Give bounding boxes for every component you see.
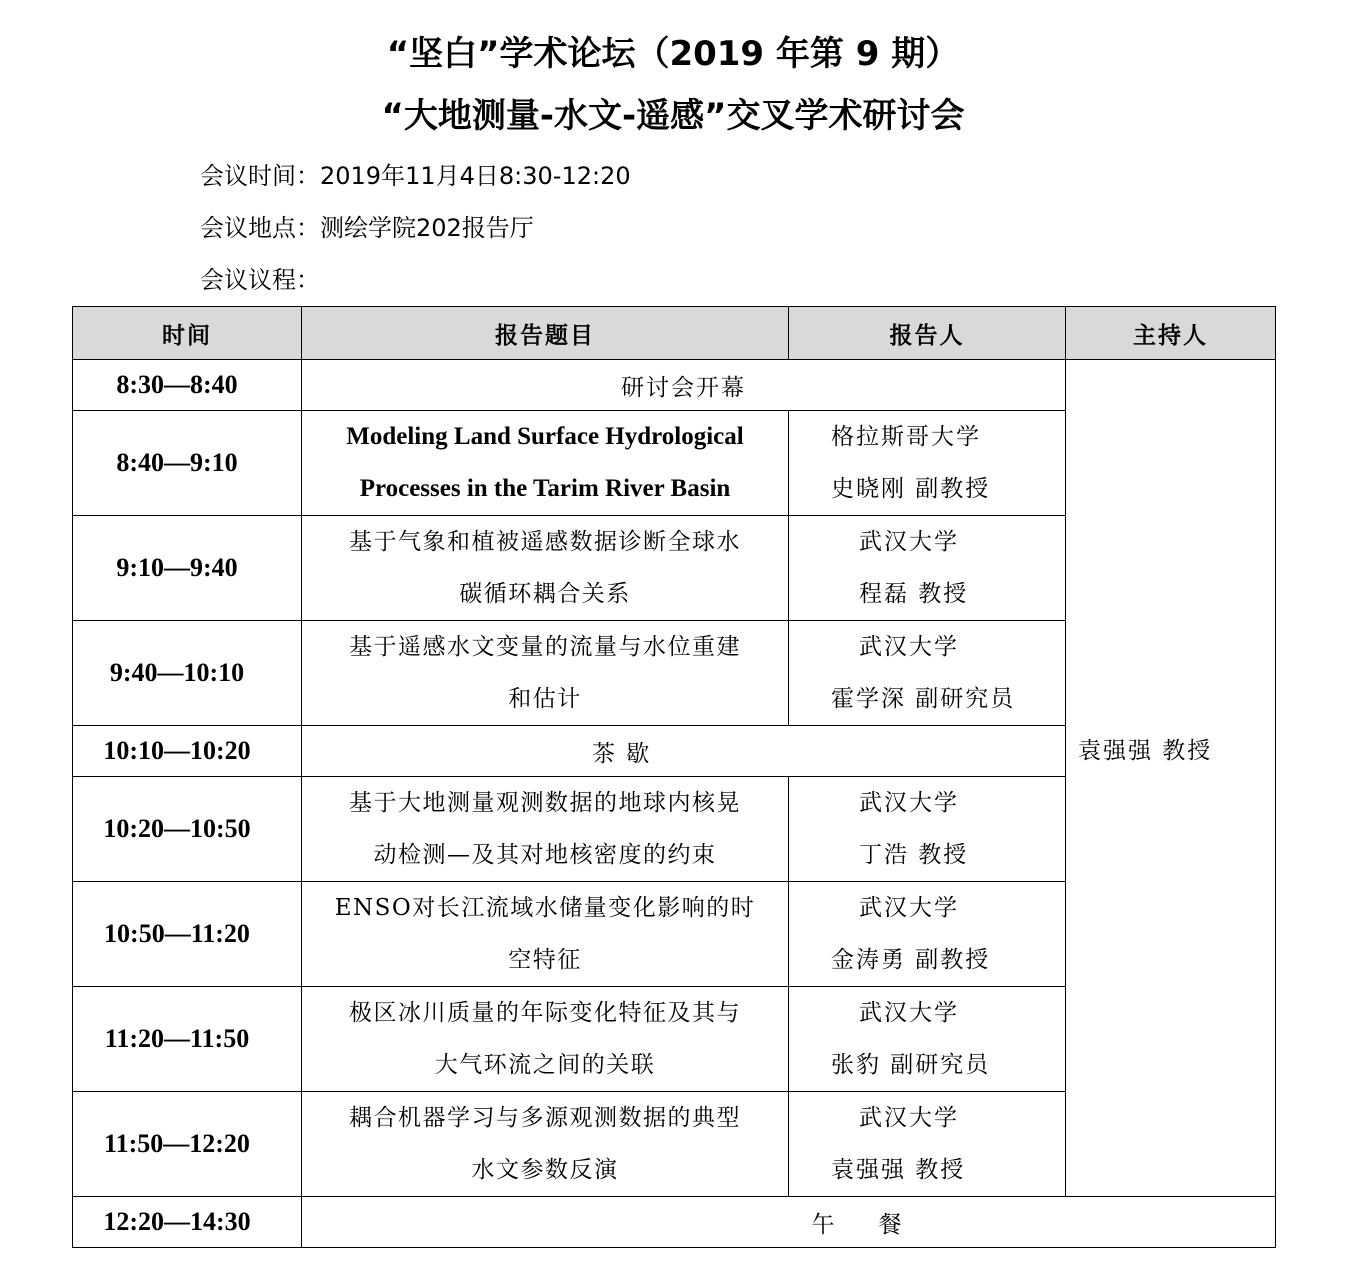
table-header-row (73, 307, 1276, 360)
header-time: 时间 (73, 307, 302, 360)
speaker-org: 武汉大学 (859, 895, 959, 921)
speaker-org: 格拉斯哥大学 (831, 424, 981, 450)
row-speaker (789, 621, 1066, 726)
speaker-org: 武汉大学 (859, 1000, 959, 1026)
speaker-name: 丁浩 教授 (859, 842, 969, 868)
speaker-org: 武汉大学 (859, 790, 959, 816)
header-host: 主持人 (1066, 307, 1276, 360)
row-topic (302, 777, 789, 882)
topic-line-1: 基于大地测量观测数据的地球内核晃 (349, 790, 741, 816)
speaker-name: 霍学深 副研究员 (831, 686, 1016, 712)
speaker-org: 武汉大学 (859, 529, 959, 555)
row-topic (302, 987, 789, 1092)
topic-line-2: Processes in the Tarim River Basin (359, 475, 731, 502)
meeting-place: 会议地点：测绘学院202报告厅 (200, 214, 534, 242)
table-row (73, 360, 1276, 411)
topic-line-1: 耦合机器学习与多源观测数据的典型 (349, 1105, 741, 1131)
row-speaker (789, 516, 1066, 621)
meeting-time: 会议时间：2019年11月4日8:30-12:20 (200, 162, 631, 190)
topic-line-2: 空特征 (508, 947, 582, 973)
topic-line-1: 基于气象和植被遥感数据诊断全球水 (349, 529, 741, 555)
row-event: 茶 歇 (302, 726, 1066, 777)
header-topic: 报告题目 (302, 307, 789, 360)
row-time: 10:50—11:20 (73, 882, 302, 987)
row-time: 9:10—9:40 (73, 516, 302, 621)
row-event: 研讨会开幕 (302, 360, 1066, 411)
host-cell: 袁强强 教授 (1066, 360, 1276, 1197)
topic-line-2: 动检测—及其对地核密度的约束 (373, 842, 717, 868)
row-time: 11:20—11:50 (73, 987, 302, 1092)
row-event (302, 1197, 1276, 1248)
topic-line-1: 极区冰川质量的年际变化特征及其与 (349, 1000, 741, 1026)
topic-line-2: 碳循环耦合关系 (459, 581, 631, 607)
row-speaker (789, 1092, 1066, 1197)
row-time: 8:30—8:40 (73, 360, 302, 411)
row-speaker (789, 987, 1066, 1092)
topic-line-1: 基于遥感水文变量的流量与水位重建 (349, 634, 741, 660)
speaker-org: 武汉大学 (859, 1105, 959, 1131)
row-topic (302, 516, 789, 621)
topic-line-1: ENSO对长江流域水储量变化影响的时 (334, 895, 756, 921)
speaker-org: 武汉大学 (859, 634, 959, 660)
topic-line-2: 大气环流之间的关联 (434, 1052, 656, 1078)
row-time: 11:50—12:20 (73, 1092, 302, 1197)
row-time: 10:20—10:50 (73, 777, 302, 882)
row-topic (302, 1092, 789, 1197)
topic-line-1: Modeling Land Surface Hydrological (346, 423, 744, 450)
speaker-name: 史晓刚 副教授 (831, 476, 991, 502)
row-time: 9:40—10:10 (73, 621, 302, 726)
row-time: 12:20—14:30 (73, 1197, 302, 1248)
row-topic (302, 411, 789, 516)
row-speaker (789, 777, 1066, 882)
speaker-name: 程磊 教授 (859, 581, 969, 607)
topic-line-2: 和估计 (508, 686, 582, 712)
speaker-name: 张豹 副研究员 (831, 1052, 991, 1078)
speaker-name: 金涛勇 副教授 (831, 947, 991, 973)
meeting-agenda-label: 会议议程： (200, 266, 320, 294)
lunch-label: 午餐 (811, 1211, 946, 1238)
row-speaker (789, 882, 1066, 987)
row-time: 8:40—9:10 (73, 411, 302, 516)
topic-line-2: 水文参数反演 (471, 1157, 619, 1183)
header-speaker: 报告人 (789, 307, 1066, 360)
table-row (73, 1197, 1276, 1248)
row-topic (302, 621, 789, 726)
agenda-table (72, 306, 1276, 1248)
row-time: 10:10—10:20 (73, 726, 302, 777)
row-topic (302, 882, 789, 987)
row-speaker (789, 411, 1066, 516)
speaker-name: 袁强强 教授 (831, 1157, 966, 1183)
title-line-1: “坚白”学术论坛（2019 年第 9 期） (386, 34, 960, 74)
title-line-2: “大地测量-水文-遥感”交叉学术研讨会 (381, 96, 965, 136)
